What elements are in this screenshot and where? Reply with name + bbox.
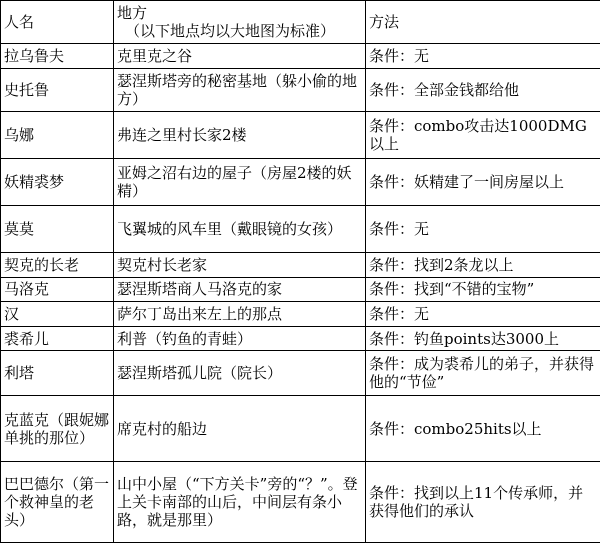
row-location: 飞翼城的风车里（戴眼镜的女孩） (114, 205, 366, 252)
row-method: 条件：妖精建了一间房屋以上 (366, 158, 600, 205)
row-name: 巴巴德尔（第一个救神皇的老头） (1, 461, 114, 542)
row-location: 契克村长老家 (114, 253, 366, 278)
row-method: 条件：找到“不错的宝物” (366, 277, 600, 302)
row-location: 瑟涅斯塔孤儿院（院长） (114, 351, 366, 396)
table-row (1, 326, 600, 351)
row-method: 条件：无 (366, 44, 600, 69)
row-location: 瑟涅斯塔旁的秘密基地（躲小偷的地方） (114, 68, 366, 111)
header-location-label: 地方 (117, 4, 148, 23)
table-row (1, 205, 600, 252)
row-name: 莫莫 (1, 205, 114, 252)
row-location: 山中小屋（“下方关卡”旁的“？”。登上关卡南部的山后，中间层有条小路，就是那里） (114, 461, 366, 542)
row-location: 弗连之里村长家2楼 (114, 111, 366, 158)
row-method: 条件：钓鱼points达3000上 (366, 326, 600, 351)
row-location: 利普（钓鱼的青蛙） (114, 326, 366, 351)
header-method: 方法 (366, 1, 600, 44)
table-row (1, 68, 600, 111)
header-row (1, 1, 600, 44)
row-name: 契克的长老 (1, 253, 114, 278)
row-method: 条件：全部金钱都给他 (366, 68, 600, 111)
row-name: 汉 (1, 302, 114, 327)
table-row (1, 351, 600, 396)
table-row (1, 302, 600, 327)
row-method: 条件：找到以上11个传承师，并获得他们的承认 (366, 461, 600, 542)
row-name: 马洛克 (1, 277, 114, 302)
row-location: 席克村的船边 (114, 396, 366, 462)
row-name: 史托鲁 (1, 68, 114, 111)
row-method: 条件：combo25hits以上 (366, 396, 600, 462)
row-method: 条件：无 (366, 205, 600, 252)
row-method: 条件：无 (366, 302, 600, 327)
row-location: 亚姆之沼右边的屋子（房屋2楼的妖精） (114, 158, 366, 205)
row-method: 条件：combo攻击达1000DMG以上 (366, 111, 600, 158)
row-location: 克里克之谷 (114, 44, 366, 69)
table-row (1, 253, 600, 278)
header-name: 人名 (1, 1, 114, 44)
row-name: 利塔 (1, 351, 114, 396)
table-row (1, 158, 600, 205)
row-location: 瑟涅斯塔商人马洛克的家 (114, 277, 366, 302)
row-name: 裘希儿 (1, 326, 114, 351)
table-row (1, 111, 600, 158)
header-location (114, 1, 366, 44)
table-row (1, 277, 600, 302)
row-name: 乌娜 (1, 111, 114, 158)
table-row (1, 44, 600, 69)
row-method: 条件：找到2条龙以上 (366, 253, 600, 278)
row-location: 萨尔丁岛出来左上的那点 (114, 302, 366, 327)
row-name: 妖精裘梦 (1, 158, 114, 205)
table-row (1, 396, 600, 462)
header-location-note: （以下地点均以大地图为标准） (125, 22, 336, 41)
row-name: 拉乌鲁夫 (1, 44, 114, 69)
row-name: 克蓝克（跟妮娜单挑的那位） (1, 396, 114, 462)
table-row (1, 461, 600, 542)
row-method: 条件：成为裘希儿的弟子，并获得他的“节俭” (366, 351, 600, 396)
